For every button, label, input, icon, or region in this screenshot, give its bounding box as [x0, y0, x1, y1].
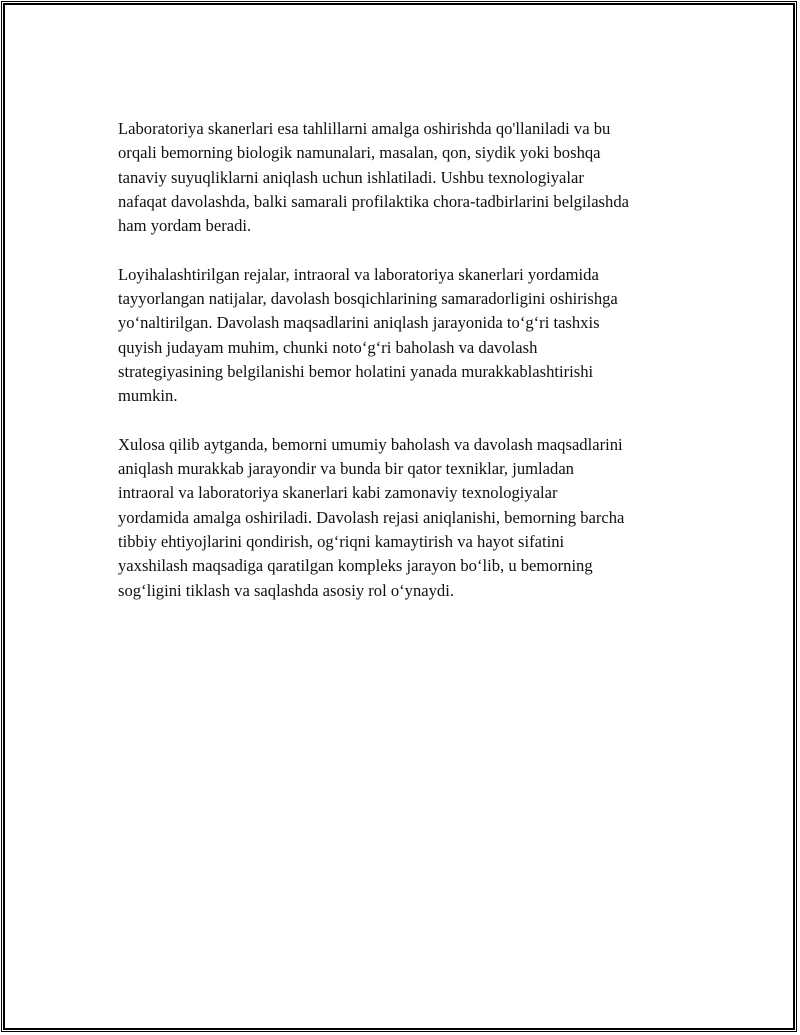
paragraph-1	[118, 117, 688, 238]
text-line: quyish judayam muhim, chunki noto‘g‘ri baholash va davolash	[118, 337, 538, 357]
text-line: orqali bemorning biologik namunalari, masalan, qon, siydik yoki boshqa	[118, 143, 601, 163]
text-line: strategiyasining belgilanishi bemor holatini yanada murakkablashtirishi	[118, 361, 594, 381]
text-line: sog‘ligini tiklash va saqlashda asosiy rol o‘ynaydi.	[118, 580, 454, 600]
text-line: tayyorlangan natijalar, davolash bosqichlarining samaradorligini oshirishga	[118, 289, 618, 309]
text-line: nafaqat davolashda, balki samarali profilaktika chora-tadbirlarini belgilashda	[118, 191, 629, 211]
paragraph-2	[118, 263, 688, 409]
document-body	[118, 117, 688, 627]
text-line: tibbiy ehtiyojlarini qondirish, og‘riqni kamaytirish va hayot sifatini	[118, 532, 565, 552]
text-line: aniqlash murakkab jarayondir va bunda bir qator texniklar, jumladan	[118, 459, 574, 479]
paragraph-3	[118, 433, 688, 603]
text-line: Loyihalashtirilgan rejalar, intraoral va laboratoriya skanerlari yordamida	[118, 264, 599, 284]
text-line: yordamida amalga oshiriladi. Davolash rejasi aniqlanishi, bemorning barcha	[118, 507, 625, 527]
text-line: yaxshilash maqsadiga qaratilgan kompleks jarayon bo‘lib, u bemorning	[118, 556, 593, 576]
text-line: ham yordam beradi.	[118, 216, 252, 236]
text-line: Xulosa qilib aytganda, bemorni umumiy baholash va davolash maqsadlarini	[118, 434, 623, 454]
text-line: Laboratoriya skanerlari esa tahlillarni amalga oshirishda qo'llaniladi va bu	[118, 119, 611, 138]
text-line: yo‘naltirilgan. Davolash maqsadlarini aniqlash jarayonida to‘g‘ri tashxis	[118, 313, 600, 333]
text-line: intraoral va laboratoriya skanerlari kabi zamonaviy texnologiyalar	[118, 483, 558, 503]
text-line: tanaviy suyuqliklarni aniqlash uchun ishlatiladi. Ushbu texnologiyalar	[118, 167, 584, 187]
text-line: mumkin.	[118, 386, 178, 406]
